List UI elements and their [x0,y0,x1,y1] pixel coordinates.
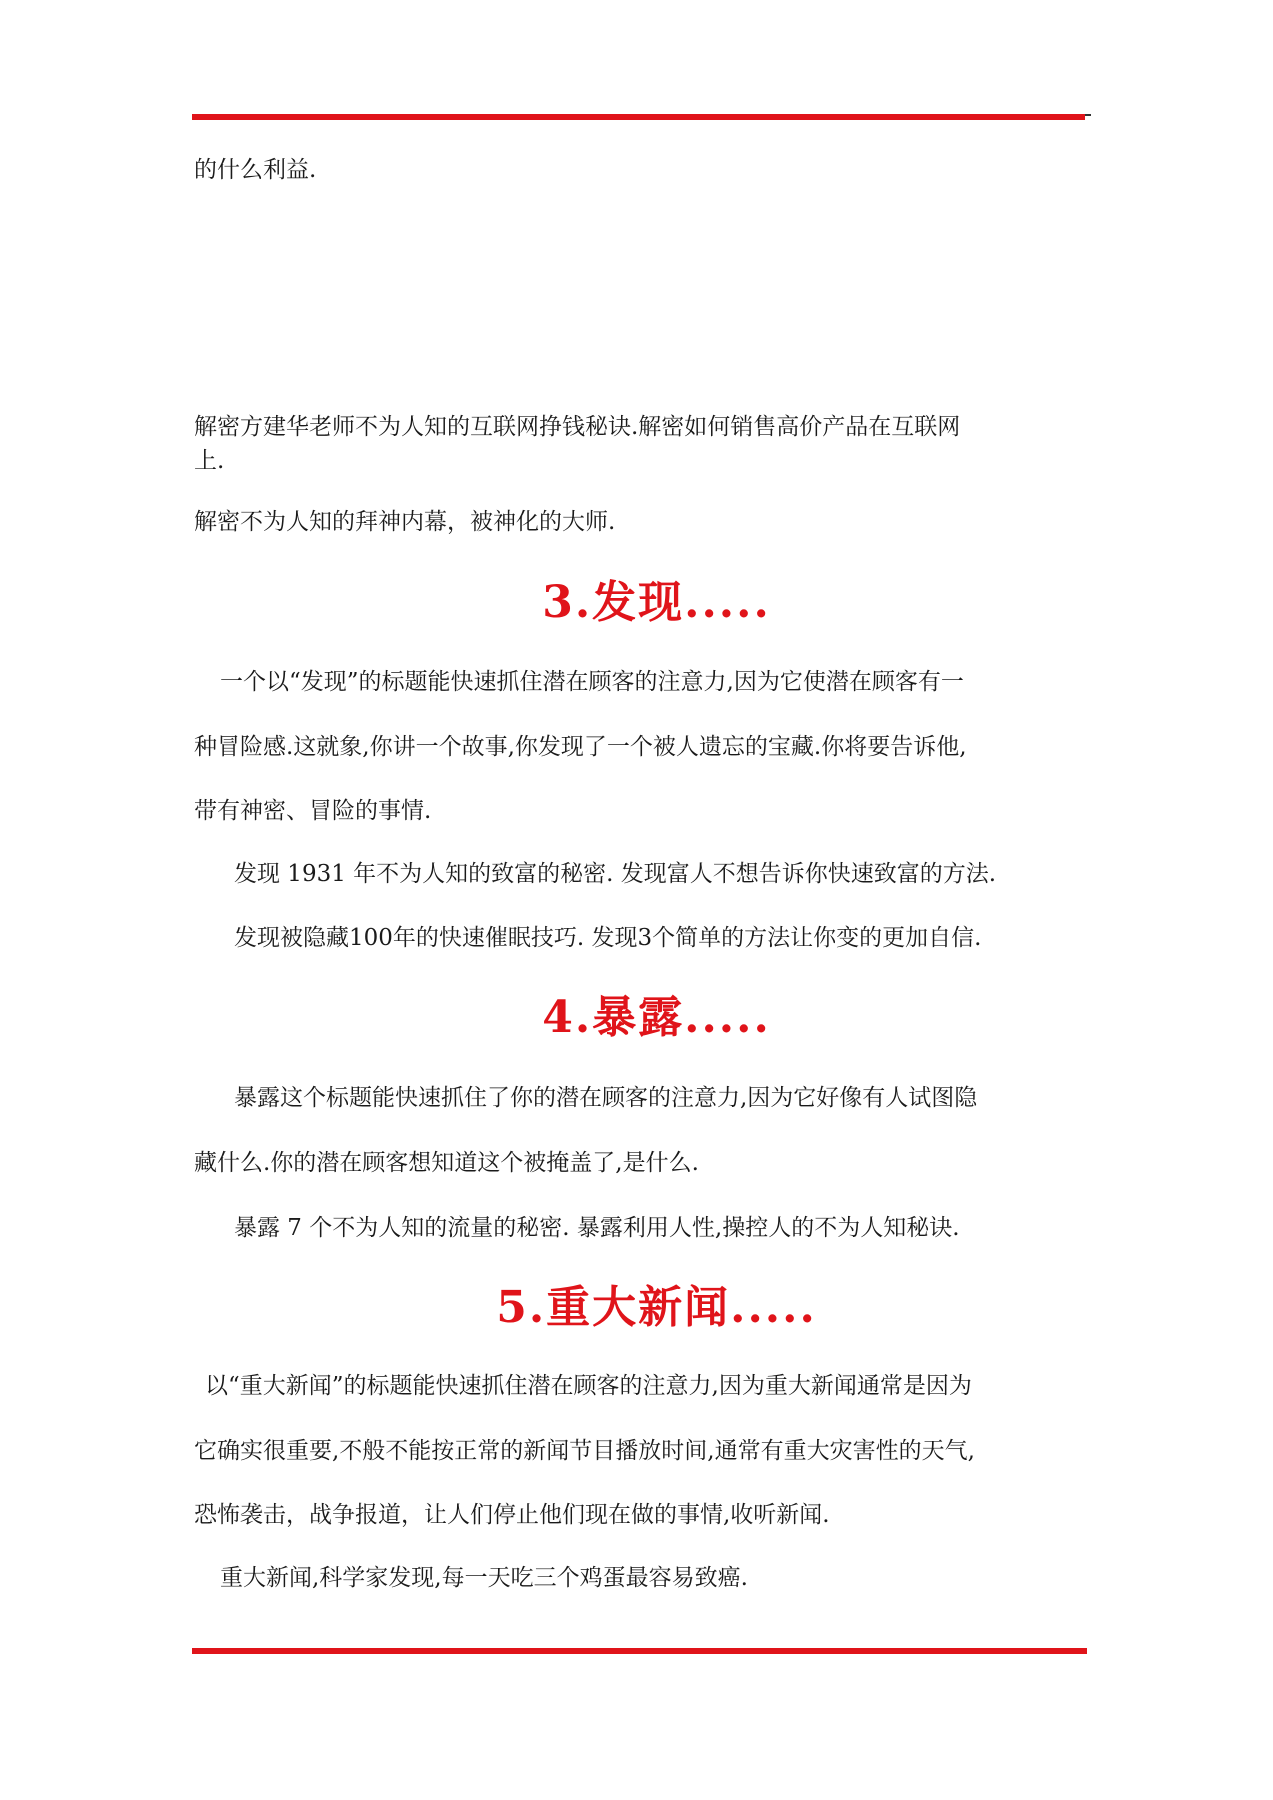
paragraph-news-1: 以“重大新闻”的标题能快速抓住潜在顾客的注意力,因为重大新闻通常是因为 [205,1373,972,1399]
paragraph-news-2: 它确实很重要,不般不能按正常的新闻节目播放时间,通常有重大灾害性的天气, [194,1438,975,1464]
paragraph-discover-2: 种冒险感.这就象,你讲一个故事,你发现了一个被人遗忘的宝藏.你将要告诉他, [194,734,967,760]
paragraph-secret-1a: 解密方建华老师不为人知的互联网挣钱秘诀.解密如何销售高价产品在互联网 [194,414,961,440]
heading-discover: 3.发现..... [542,577,771,628]
paragraph-discover-1: 一个以“发现”的标题能快速抓住潜在顾客的注意力,因为它使潜在顾客有一 [220,669,964,695]
paragraph-news-3: 恐怖袭击，战争报道，让人们停止他们现在做的事情,收听新闻. [194,1502,830,1528]
paragraph-discover-example-1: 发现 1931 年不为人知的致富的秘密. 发现富人不想告诉你快速致富的方法. [234,861,997,887]
paragraph-discover-3: 带有神密、冒险的事情. [194,798,432,824]
bottom-divider [192,1648,1087,1654]
paragraph-secret-2: 解密不为人知的拜神内幕，被神化的大师. [194,509,616,535]
heading-expose: 4.暴露..... [542,992,771,1043]
paragraph-expose-example: 暴露 7 个不为人知的流量的秘密. 暴露利用人性,操控人的不为人知秘诀. [234,1215,960,1241]
paragraph-top: 的什么利益. [194,157,317,183]
paragraph-expose-2: 藏什么.你的潜在顾客想知道这个被掩盖了,是什么. [194,1150,699,1176]
paragraph-discover-example-2: 发现被隐藏100年的快速催眠技巧. 发现3个简单的方法让你变的更加自信. [234,925,982,951]
heading-breaking-news: 5.重大新闻..... [496,1282,817,1333]
paragraph-news-example: 重大新闻,科学家发现,每一天吃三个鸡蛋最容易致癌. [220,1565,748,1591]
top-divider [192,114,1085,120]
paragraph-expose-1: 暴露这个标题能快速抓住了你的潜在顾客的注意力,因为它好像有人试图隐 [234,1085,978,1111]
top-divider-tick [1085,114,1091,116]
paragraph-secret-1b: 上. [194,448,225,474]
